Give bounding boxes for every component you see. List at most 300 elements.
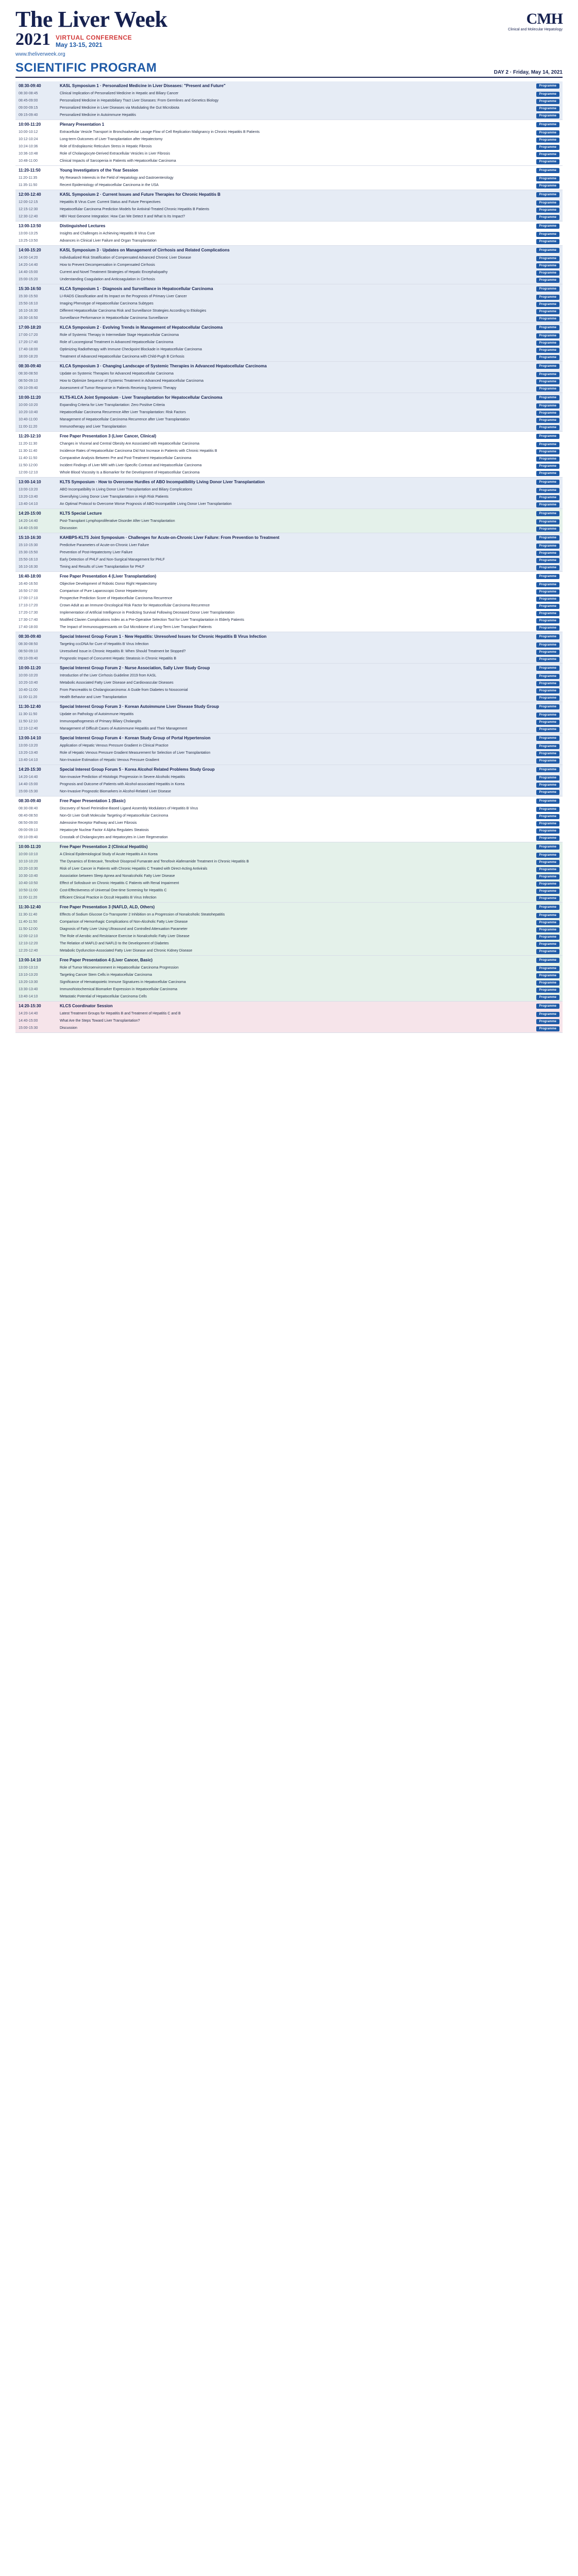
- program-button[interactable]: Programme: [536, 767, 559, 772]
- session-time: 14:20-15:00: [19, 511, 41, 516]
- talk-tag-cell: [515, 418, 559, 423]
- talk-time: 08:50-09:10: [19, 379, 38, 383]
- talk-time: 13:20-13:30: [19, 980, 38, 984]
- talk-row: [15, 965, 563, 972]
- program-button[interactable]: Programme: [536, 411, 559, 416]
- talk-time: 10:36-10:48: [19, 152, 38, 156]
- talk-row: [15, 448, 563, 455]
- talk-title: Extracellular Vesicle Transport in Bronchoalveolar Lavage Flow of Cell Replication Malignancy in Chronic Hepatitis B Patients: [60, 130, 260, 134]
- talk-tag-cell: [515, 889, 559, 894]
- talk-time: 10:40-11:00: [19, 688, 38, 692]
- program-button[interactable]: Programme: [536, 966, 559, 971]
- program-button[interactable]: Programme: [536, 618, 559, 623]
- program-button[interactable]: Programme: [536, 821, 559, 826]
- talk-title: Prospective Prediction Score of Hepatocellular Carcinoma Recurrence: [60, 597, 173, 600]
- talk-title: Treatment of Advanced Hepatocellular Carcinoma with Child-Pugh B Cirrhosis: [60, 355, 184, 359]
- program-button[interactable]: Programme: [536, 239, 559, 244]
- talk-row: [15, 673, 563, 680]
- session-title: Free Paper Presentation 2 (Clinical Hepatitis): [60, 844, 148, 849]
- program-button[interactable]: Programme: [536, 152, 559, 157]
- talk-row: [15, 137, 563, 144]
- program-button[interactable]: Programme: [536, 657, 559, 662]
- program-button[interactable]: Programme: [536, 727, 559, 732]
- program-button[interactable]: Programme: [536, 263, 559, 268]
- session-time: 10:00-11:20: [19, 666, 41, 670]
- talk-row: [15, 934, 563, 941]
- session-header: [15, 734, 563, 743]
- program-button[interactable]: Programme: [536, 286, 559, 292]
- talk-tag-cell: [515, 807, 559, 812]
- program-button[interactable]: Programme: [536, 666, 559, 671]
- program-button[interactable]: Programme: [536, 597, 559, 602]
- talk-time: 10:50-11:00: [19, 889, 38, 892]
- program-button[interactable]: Programme: [536, 874, 559, 879]
- session-title: Young Investigators of the Year Session: [60, 168, 139, 173]
- program-button[interactable]: Programme: [536, 511, 559, 516]
- talk-row: [15, 354, 563, 361]
- program-button[interactable]: Programme: [536, 744, 559, 749]
- program-button[interactable]: Programme: [536, 604, 559, 609]
- talk-row: [15, 827, 563, 835]
- program-button[interactable]: Programme: [536, 316, 559, 321]
- talk-title: Hepatocellular Carcinoma Prediction Models for Antiviral-Treated Chronic Hepatitis B Patients: [60, 208, 209, 211]
- talk-time: 15:50-16:10: [19, 302, 38, 306]
- talk-row: [15, 98, 563, 105]
- program-button[interactable]: Programme: [536, 248, 559, 253]
- program-button[interactable]: Programme: [536, 480, 559, 485]
- program-button[interactable]: Programme: [536, 720, 559, 725]
- talk-row: [15, 866, 563, 873]
- session-header: [15, 765, 563, 774]
- program-list: [15, 81, 563, 1033]
- talk-tag-cell: [515, 920, 559, 925]
- program-button[interactable]: Programme: [536, 215, 559, 220]
- program-button[interactable]: Programme: [536, 544, 559, 549]
- talk-time: 10:20-10:40: [19, 681, 38, 685]
- program-button[interactable]: Programme: [536, 208, 559, 213]
- session-header: [15, 664, 563, 673]
- program-button[interactable]: Programme: [536, 674, 559, 679]
- talk-title: Modified Clavien Complications Index as a Pre-Operative Selection Tool for Liver Transplantation in Elderly Patients: [60, 618, 244, 622]
- talk-title: Assessment of Tumor Response in Patients Receiving Systemic Therapy: [60, 386, 177, 390]
- session-header: [15, 842, 563, 852]
- session-tag-cell: [515, 666, 559, 671]
- program-button[interactable]: Programme: [536, 574, 559, 579]
- program-button[interactable]: Programme: [536, 913, 559, 918]
- talk-tag-cell: [515, 256, 559, 261]
- session-tag-cell: [515, 83, 559, 89]
- program-button[interactable]: Programme: [536, 642, 559, 648]
- program-button[interactable]: Programme: [536, 634, 559, 639]
- talk-tag-cell: [515, 270, 559, 276]
- program-button[interactable]: Programme: [536, 192, 559, 197]
- talk-tag-cell: [515, 720, 559, 725]
- talk-title: Unresolved Issue in Chronic Hepatitis B: When Should Treatment be Stopped?: [60, 650, 186, 653]
- program-button[interactable]: Programme: [536, 589, 559, 595]
- program-button[interactable]: Programme: [536, 519, 559, 524]
- talk-time: 16:40-16:50: [19, 582, 38, 586]
- talk-row: [15, 1018, 563, 1025]
- talk-title: Cost-Effectiveness of Universal One-time Screening for Hepatitis C: [60, 889, 167, 892]
- program-button[interactable]: Programme: [536, 799, 559, 804]
- talk-row: [15, 941, 563, 948]
- program-button[interactable]: Programme: [536, 302, 559, 307]
- program-button[interactable]: Programme: [536, 949, 559, 954]
- talk-row: [15, 151, 563, 158]
- talk-row: [15, 806, 563, 813]
- program-button[interactable]: Programme: [536, 502, 559, 507]
- talk-row: [15, 182, 563, 190]
- talk-title: Understanding Coagulation and Anticoagulation in Cirrhosis: [60, 278, 155, 281]
- program-button[interactable]: Programme: [536, 1012, 559, 1017]
- talk-time: 18:00-18:20: [19, 355, 38, 359]
- program-button[interactable]: Programme: [536, 130, 559, 135]
- talk-title: HBV Host Genome Integration: How Can We Detect It and What Is Its Impact?: [60, 215, 185, 218]
- program-button[interactable]: Programme: [536, 418, 559, 423]
- program-button[interactable]: Programme: [536, 935, 559, 940]
- session-tag-cell: [515, 364, 559, 369]
- session-title: Free Paper Presentation 4 (Liver Cancer, Basic): [60, 958, 153, 962]
- session-time: 10:00-11:20: [19, 844, 41, 849]
- program-button[interactable]: Programme: [536, 696, 559, 701]
- talk-time: 13:40-14:10: [19, 758, 38, 762]
- session-time: 13:00-14:10: [19, 480, 41, 484]
- session-time: 11:20-11:50: [19, 168, 41, 173]
- talk-title: Management of Difficult Cases of Autoimmune Hepatitis and Their Management: [60, 727, 188, 731]
- program-button[interactable]: Programme: [536, 853, 559, 858]
- talk-title: Effect of Sofosbuvir on Chronic Hepatitis C Patients with Renal Impairment: [60, 882, 179, 885]
- session-time: 08:30-09:40: [19, 364, 41, 368]
- program-button[interactable]: Programme: [536, 270, 559, 276]
- talk-title: Advances in Clinical Liver Failure and Organ Transplantation: [60, 239, 157, 243]
- program-button[interactable]: Programme: [536, 836, 559, 841]
- session-header: [15, 533, 563, 543]
- session-header: [15, 222, 563, 231]
- talk-time: 14:20-14:40: [19, 1012, 38, 1015]
- session-block: [15, 632, 563, 664]
- program-button[interactable]: Programme: [536, 867, 559, 872]
- page-title: SCIENTIFIC PROGRAM: [15, 61, 157, 75]
- program-button[interactable]: Programme: [536, 442, 559, 447]
- talk-tag-cell: [515, 130, 559, 135]
- program-button[interactable]: Programme: [536, 828, 559, 834]
- talk-tag-cell: [515, 99, 559, 104]
- talk-time: 10:00-10:20: [19, 674, 38, 677]
- talk-row: [15, 859, 563, 866]
- program-button[interactable]: Programme: [536, 860, 559, 865]
- session-tag-cell: [515, 1004, 559, 1009]
- talk-tag-cell: [515, 688, 559, 693]
- program-button[interactable]: Programme: [536, 395, 559, 400]
- program-button[interactable]: Programme: [536, 551, 559, 556]
- program-button[interactable]: Programme: [536, 650, 559, 655]
- program-button[interactable]: Programme: [536, 309, 559, 314]
- program-button[interactable]: Programme: [536, 973, 559, 978]
- talk-title: A Clinical Epidemiological Study of Acute Hepatitis A in Korea: [60, 853, 158, 856]
- talk-title: Targeting Cancer Stem Cells in Hepatocellular Carcinoma: [60, 973, 152, 977]
- conference-dates: May 13-15, 2021: [56, 41, 103, 48]
- talk-row: [15, 487, 563, 494]
- session-block: [15, 432, 563, 478]
- program-button[interactable]: Programme: [536, 145, 559, 150]
- talk-title: Non-GI Liver Graft Molecular Targeting of Hepatocellular Carcinoma: [60, 814, 168, 818]
- program-button[interactable]: Programme: [536, 425, 559, 430]
- talk-title: Comparison of Pure Laparoscopic Donor Hepatectomy: [60, 589, 148, 593]
- talk-time: 11:30-11:50: [19, 713, 38, 716]
- talk-title: Non-invasive Prediction of Histologic Progression in Severe Alcoholic Hepatitis: [60, 775, 185, 779]
- program-button[interactable]: Programme: [536, 295, 559, 300]
- talk-row: [15, 789, 563, 796]
- talk-row: [15, 410, 563, 417]
- talk-time: 10:20-10:30: [19, 867, 38, 871]
- program-button[interactable]: Programme: [536, 449, 559, 454]
- program-button[interactable]: Programme: [536, 790, 559, 795]
- program-button[interactable]: Programme: [536, 471, 559, 476]
- talk-time: 14:40-15:00: [19, 270, 38, 274]
- program-button[interactable]: Programme: [536, 83, 559, 89]
- session-tag-cell: [515, 511, 559, 516]
- talk-time: 10:00-10:12: [19, 130, 38, 134]
- program-button[interactable]: Programme: [536, 403, 559, 409]
- talk-time: 11:50-12:00: [19, 927, 38, 931]
- talk-tag-cell: [515, 973, 559, 978]
- session-time: 14:00-15:20: [19, 248, 41, 252]
- program-button[interactable]: Programme: [536, 256, 559, 261]
- program-button[interactable]: Programme: [536, 582, 559, 587]
- talk-tag-cell: [515, 896, 559, 901]
- program-button[interactable]: Programme: [536, 333, 559, 338]
- talk-row: [15, 564, 563, 571]
- talk-time: 13:00-13:10: [19, 966, 38, 970]
- talk-tag-cell: [515, 278, 559, 283]
- program-button[interactable]: Programme: [536, 159, 559, 164]
- talk-time: 08:50-09:10: [19, 650, 38, 653]
- session-header: [15, 632, 563, 641]
- session-time: 11:30-12:40: [19, 704, 41, 709]
- talk-time: 09:10-09:40: [19, 657, 38, 660]
- talk-row: [15, 750, 563, 757]
- talk-tag-cell: [515, 464, 559, 469]
- talk-time: 16:30-16:50: [19, 316, 38, 320]
- session-tag-cell: [515, 799, 559, 804]
- session-tag-cell: [515, 634, 559, 639]
- talk-row: [15, 463, 563, 470]
- program-button[interactable]: Programme: [536, 1004, 559, 1009]
- session-time: 12:00-12:40: [19, 192, 41, 197]
- talk-row: [15, 711, 563, 719]
- talk-time: 10:24-10:36: [19, 145, 38, 148]
- talk-title: Metastatic Potential of Hepatocellular Carcinoma Cells: [60, 995, 147, 998]
- talk-title: Individualized Risk Stratification of Compensated Advanced Chronic Liver Disease: [60, 256, 191, 260]
- talk-tag-cell: [515, 355, 559, 360]
- program-button[interactable]: Programme: [536, 106, 559, 111]
- talk-title: Association between Sleep Apnea and Nonalcoholic Fatty Liver Disease: [60, 874, 175, 878]
- talk-time: 11:50-12:10: [19, 720, 38, 723]
- program-button[interactable]: Programme: [536, 611, 559, 616]
- talk-time: 11:00-11:20: [19, 425, 38, 429]
- talk-title: Adenosine Receptor Pathway and Liver Fibrosis: [60, 821, 137, 825]
- program-button[interactable]: Programme: [536, 905, 559, 910]
- talk-title: Personalized Medicine in Liver Diseases via Modulating the Gut Microbiota: [60, 106, 179, 110]
- talk-tag-cell: [515, 495, 559, 500]
- program-button[interactable]: Programme: [536, 341, 559, 346]
- program-button[interactable]: Programme: [536, 625, 559, 631]
- talk-tag-cell: [515, 783, 559, 788]
- program-button[interactable]: Programme: [536, 565, 559, 570]
- session-title: Special Interest Group Forum 4 · Korean Study Group of Portal Hypertension: [60, 736, 211, 740]
- session-block: [15, 572, 563, 632]
- talk-row: [15, 112, 563, 120]
- program-button[interactable]: Programme: [536, 386, 559, 392]
- program-button[interactable]: Programme: [536, 325, 559, 330]
- talk-title: Changes in Visceral and Central Obesity Are Associated with Hepatocellular Carcinoma: [60, 442, 200, 446]
- program-button[interactable]: Programme: [536, 364, 559, 369]
- talk-title: Insights and Challenges in Achieving Hepatitis B Virus Cure: [60, 232, 155, 235]
- talk-tag-cell: [515, 966, 559, 971]
- program-button[interactable]: Programme: [536, 882, 559, 887]
- talk-tag-cell: [515, 138, 559, 143]
- session-tag-cell: [515, 325, 559, 330]
- session-title: KAHBPS-KLTS Joint Symposium · Challenges for Acute-on-Chronic Liver Failure: From Prevention to Treatment: [60, 535, 280, 540]
- program-button[interactable]: Programme: [536, 92, 559, 97]
- program-button[interactable]: Programme: [536, 681, 559, 686]
- program-button[interactable]: Programme: [536, 889, 559, 894]
- talk-time: 14:20-14:40: [19, 519, 38, 523]
- program-button[interactable]: Programme: [536, 168, 559, 173]
- program-button[interactable]: Programme: [536, 232, 559, 237]
- talk-time: 10:48-11:00: [19, 159, 38, 163]
- program-button[interactable]: Programme: [536, 278, 559, 283]
- talk-tag-cell: [515, 642, 559, 648]
- program-button[interactable]: Programme: [536, 355, 559, 360]
- program-button[interactable]: Programme: [536, 200, 559, 206]
- program-button[interactable]: Programme: [536, 688, 559, 693]
- talk-title: Role of Locoregional Treatment in Advanced Hepatocellular Carcinoma: [60, 341, 174, 344]
- program-button[interactable]: Programme: [536, 844, 559, 850]
- talk-time: 09:10-09:40: [19, 836, 38, 839]
- program-button[interactable]: Programme: [536, 807, 559, 812]
- program-button[interactable]: Programme: [536, 495, 559, 500]
- program-button[interactable]: Programme: [536, 113, 559, 118]
- talk-title: The Relation of MAFLD and NAFLD to the Development of Diabetes: [60, 942, 169, 945]
- session-title: KLCA Symposium 2 · Evolving Trends in Management of Hepatocellular Carcinoma: [60, 325, 223, 330]
- program-button[interactable]: Programme: [536, 988, 559, 993]
- program-button[interactable]: Programme: [536, 758, 559, 764]
- talk-tag-cell: [515, 814, 559, 819]
- program-button[interactable]: Programme: [536, 736, 559, 741]
- talk-time: 11:00-11:20: [19, 696, 38, 699]
- program-button[interactable]: Programme: [536, 99, 559, 104]
- program-button[interactable]: Programme: [536, 183, 559, 189]
- talk-row: [15, 501, 563, 509]
- talk-row: [15, 315, 563, 323]
- talk-row: [15, 347, 563, 354]
- program-button[interactable]: Programme: [536, 751, 559, 756]
- talk-title: Health Behavior and Liver Transplantation: [60, 696, 127, 699]
- talk-title: Imaging Phenotype of Hepatocellular Carcinoma Subtypes: [60, 302, 154, 306]
- program-button[interactable]: Programme: [536, 379, 559, 384]
- program-button[interactable]: Programme: [536, 488, 559, 493]
- talk-title: Introduction of the Liver Cirrhosis Guideline 2019 from KASL: [60, 674, 157, 677]
- program-button[interactable]: Programme: [536, 348, 559, 353]
- session-title: Special Interest Group Forum 2 · Nurse Association, Sally Liver Study Group: [60, 666, 210, 670]
- talk-row: [15, 835, 563, 842]
- program-button[interactable]: Programme: [536, 527, 559, 532]
- talk-time: 13:00-13:25: [19, 232, 38, 235]
- program-button[interactable]: Programme: [536, 775, 559, 781]
- session-header: [15, 393, 563, 402]
- program-button[interactable]: Programme: [536, 713, 559, 718]
- talk-row: [15, 596, 563, 603]
- session-tag-cell: [515, 192, 559, 197]
- talk-title: Non-Invasive Estimation of Hepatic Venous Pressure Gradient: [60, 758, 159, 762]
- program-button[interactable]: Programme: [536, 783, 559, 788]
- program-button[interactable]: Programme: [536, 558, 559, 563]
- talk-title: Different Hepatocellular Carcinoma Risk and Surveillance Strategies According to Etiologies: [60, 309, 207, 313]
- program-button[interactable]: Programme: [536, 814, 559, 819]
- program-button[interactable]: Programme: [536, 958, 559, 963]
- talk-tag-cell: [515, 1012, 559, 1017]
- program-button[interactable]: Programme: [536, 927, 559, 933]
- program-button[interactable]: Programme: [536, 122, 559, 127]
- talk-row: [15, 371, 563, 378]
- program-button[interactable]: Programme: [536, 1019, 559, 1024]
- program-button[interactable]: Programme: [536, 704, 559, 709]
- talk-tag-cell: [515, 411, 559, 416]
- program-button[interactable]: Programme: [536, 224, 559, 229]
- program-button[interactable]: Programme: [536, 980, 559, 986]
- program-button[interactable]: Programme: [536, 372, 559, 377]
- talk-title: Clinical Implication of Personalized Medicine in Hepatic and Biliary Cancer: [60, 92, 179, 95]
- talk-row: [15, 919, 563, 926]
- program-button[interactable]: Programme: [536, 434, 559, 439]
- talk-time: 13:40-14:10: [19, 502, 38, 506]
- program-button[interactable]: Programme: [536, 1026, 559, 1031]
- talk-title: Timing and Results of Liver Transplantation for PHLF: [60, 565, 145, 569]
- program-button[interactable]: Programme: [536, 138, 559, 143]
- talk-time: 08:30-08:45: [19, 92, 38, 95]
- talk-time: 15:10-15:30: [19, 544, 38, 547]
- session-title: KASL Symposium 3 · Updates on Management of Cirrhosis and Related Complications: [60, 248, 230, 252]
- session-title: KASL Symposium 2 · Current Issues and Future Therapies for Chronic Hepatitis B: [60, 192, 220, 197]
- program-button[interactable]: Programme: [536, 176, 559, 181]
- talk-time: 15:00-15:30: [19, 790, 38, 793]
- talk-tag-cell: [515, 386, 559, 392]
- talk-tag-cell: [515, 942, 559, 947]
- session-time: 10:00-11:20: [19, 395, 41, 400]
- session-header: [15, 956, 563, 965]
- talk-row: [15, 888, 563, 895]
- program-button[interactable]: Programme: [536, 535, 559, 540]
- talk-title: Hepatocyte Nuclear Factor 4 Alpha Regulates Steatosis: [60, 828, 149, 832]
- talk-title: Whole Blood Viscosity Is a Biomarker for the Development of Hepatocellular Carcinoma: [60, 471, 200, 474]
- talk-title: Latest Treatment Groups for Hepatitis B and Treatment of Hepatitis C and B: [60, 1012, 181, 1015]
- talk-title: My Research Interests in the Field of Hepatology and Gastroenterology: [60, 176, 174, 180]
- talk-row: [15, 895, 563, 902]
- session-title: KLTS Special Lecture: [60, 511, 102, 516]
- program-button[interactable]: Programme: [536, 942, 559, 947]
- program-button[interactable]: Programme: [536, 456, 559, 462]
- program-button[interactable]: Programme: [536, 896, 559, 901]
- website-link[interactable]: www.theliverweek.org: [15, 52, 65, 57]
- session-header: [15, 572, 563, 581]
- program-button[interactable]: Programme: [536, 995, 559, 1000]
- talk-time: 10:40-10:50: [19, 882, 38, 885]
- talk-row: [15, 979, 563, 987]
- program-button[interactable]: Programme: [536, 920, 559, 925]
- program-button[interactable]: Programme: [536, 464, 559, 469]
- talk-row: [15, 262, 563, 269]
